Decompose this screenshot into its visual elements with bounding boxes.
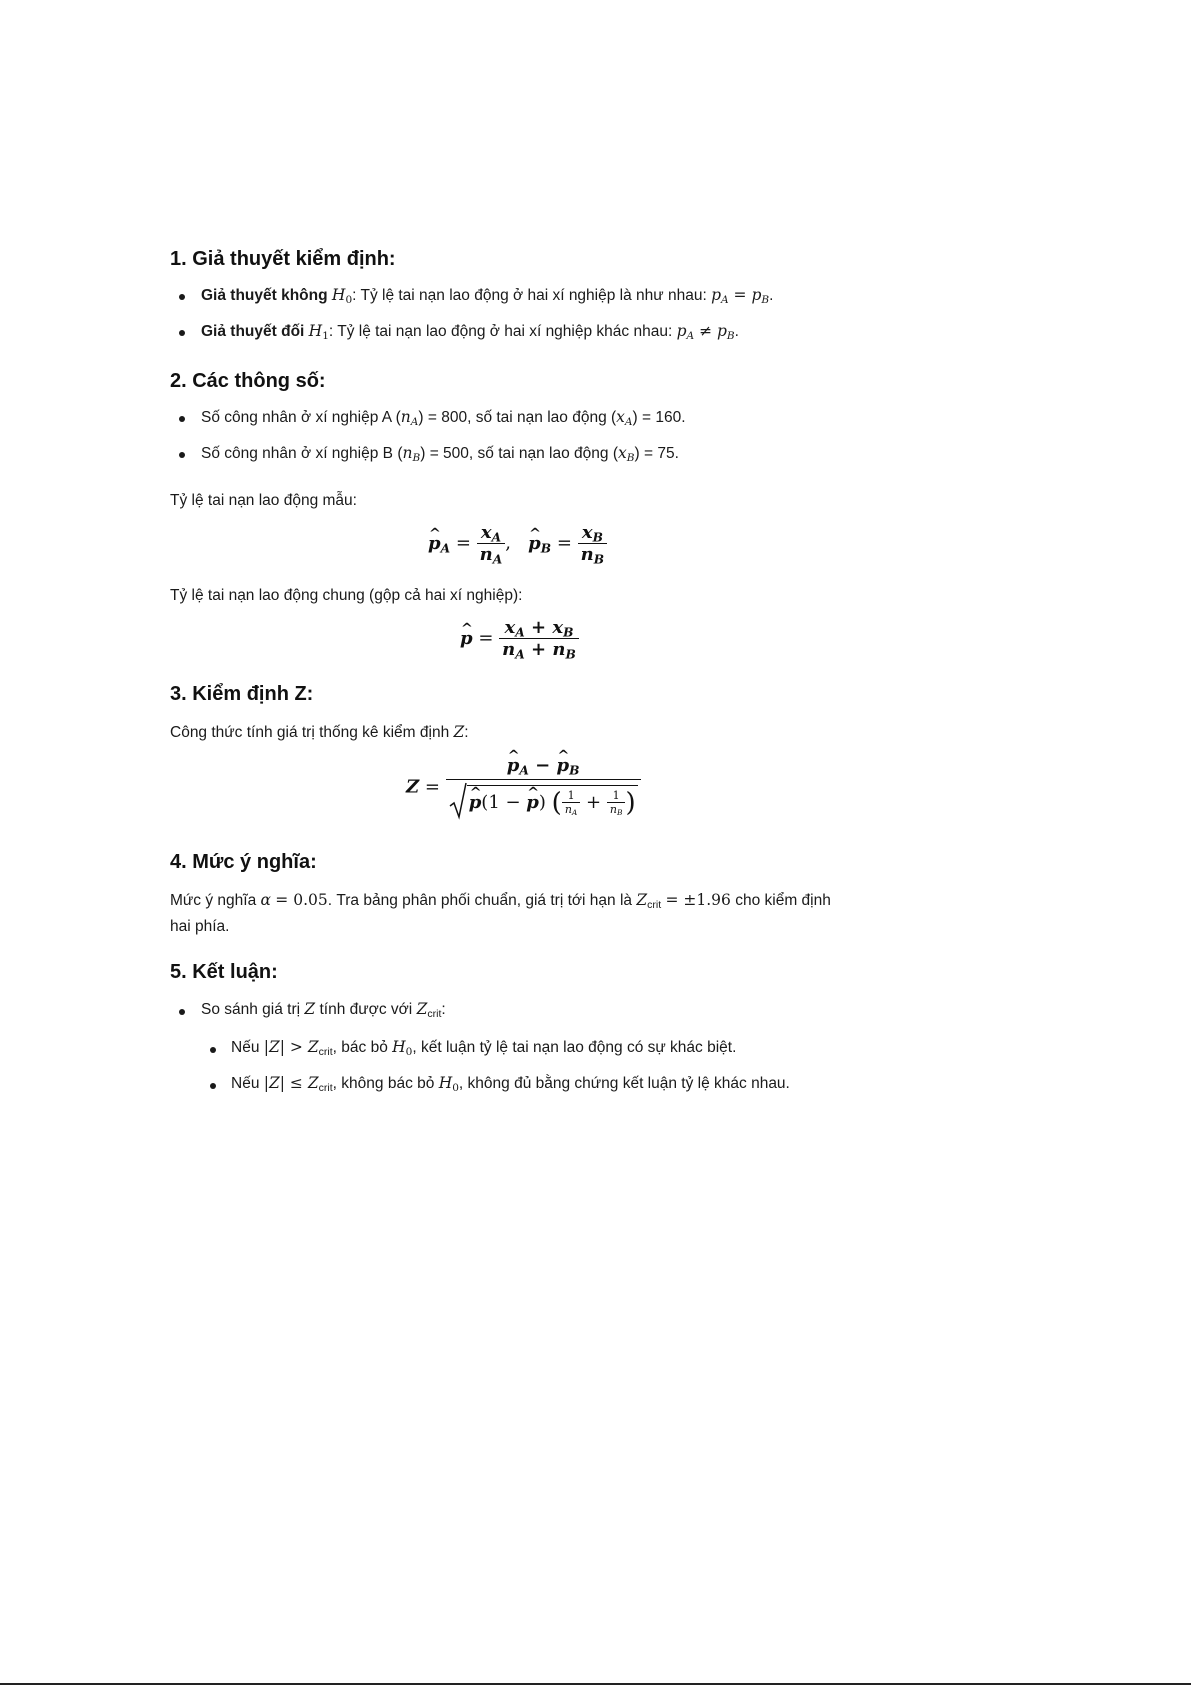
bullet	[210, 1083, 216, 1089]
pooled-rate-text: Tỷ lệ tai nạn lao động chung (gộp cả hai xí nghiệp):	[170, 587, 523, 604]
param-b-post: = 75.	[644, 445, 679, 462]
param-b-pre: Số công nhân ở xí nghiệp B	[201, 445, 393, 462]
param-a-item	[201, 408, 686, 427]
h1-symbol: $H_1$	[308, 322, 329, 343]
param-b-item	[201, 444, 679, 463]
sample-rate-formula: ^ $p_A$ = $\frac{x_A}{n_A}$ , ^ $p_B$ = $\frac{x_B}{n_B}$	[428, 522, 607, 565]
critical-text: . Tra bảng phân phối chuẩn, giá trị tới hạn là	[327, 892, 633, 909]
xb-symbol: $(x_B)$	[612, 444, 640, 465]
section-1-heading: 1. Giả thuyết kiểm định:	[170, 248, 396, 270]
sample-rate-text: Tỷ lệ tai nạn lao động mẫu:	[170, 492, 357, 509]
bullet	[210, 1047, 216, 1053]
h0-text: : Tỷ lệ tai nạn lao động ở hai xí nghiệp là như nhau:	[352, 287, 707, 304]
z-formula-text: Công thức tính giá trị thống kê kiểm định Z:	[170, 723, 469, 741]
bullet	[179, 1009, 185, 1015]
compare-b: tính được với	[319, 1001, 413, 1018]
z-formula: Z = ^ $p_A$ − ^ $p_B$ ^ p(1 − ^ p) ( $\frac{1}{n_A}$ + $\frac{1}{n_B}$ )	[406, 755, 641, 820]
param-b-mid: = 500, số tai nạn lao động	[429, 445, 609, 462]
significance-line-2: hai phía.	[170, 918, 230, 935]
reject-case-item: Nếu $|Z| > Z_{crit}$, bác bỏ $H_0$, kết luận tỷ lệ tai nạn lao động có sự khác biệt.	[231, 1038, 737, 1059]
two-sided-text: cho kiểm định	[735, 892, 831, 909]
bullet	[179, 330, 185, 336]
na-symbol: $(n_A)$	[395, 408, 424, 429]
significance-line-1: Mức ý nghĩa α = 0.05. Tra bảng phân phối chuẩn, giá trị tới hạn là $Z_{crit} = \pm 1.96$ cho kiểm định	[170, 891, 831, 912]
pooled-rate-formula: ^ p = $\frac{x_A + x_B}{n_A + n_B}$	[460, 617, 579, 660]
case2-c: , không đủ bằng chứng kết luận tỷ lệ khác nhau.	[458, 1075, 790, 1092]
sqrt-icon	[449, 782, 467, 820]
case1-a: Nếu	[231, 1039, 260, 1056]
case1-c: , kết luận tỷ lệ tai nạn lao động có sự khác biệt.	[412, 1039, 737, 1056]
h0-equation: $p_A = p_B$	[711, 286, 770, 307]
alpha-label: Mức ý nghĩa	[170, 892, 257, 909]
bullet	[179, 294, 185, 300]
h1-text: : Tỷ lệ tai nạn lao động ở hai xí nghiệp khác nhau:	[328, 323, 673, 340]
case1-b: , bác bỏ	[332, 1039, 388, 1056]
bullet	[179, 452, 185, 458]
h0-symbol: $H_0$	[331, 286, 353, 307]
h1-item: Giả thuyết đối $H_1$: Tỷ lệ tai nạn lao động ở hai xí nghiệp khác nhau: $p_A \ne p_B$.	[201, 322, 739, 343]
param-a-mid: = 800, số tai nạn lao động	[427, 409, 607, 426]
nb-symbol: $(n_B)$	[397, 444, 426, 465]
h0-label: Giả thuyết không	[201, 287, 328, 304]
section-4-heading: 4. Mức ý nghĩa:	[170, 851, 317, 873]
section-2-heading: 2. Các thông số:	[170, 370, 326, 392]
compare-item: So sánh giá trị Z tính được với $Z_{crit}$:	[201, 1000, 446, 1021]
param-a-pre: Số công nhân ở xí nghiệp A	[201, 409, 392, 426]
h1-label: Giả thuyết đối	[201, 323, 305, 340]
h1-equation: $p_A \ne p_B$	[676, 322, 735, 343]
case2-b: , không bác bỏ	[332, 1075, 435, 1092]
section-5-heading: 5. Kết luận:	[170, 961, 278, 983]
param-a-post: = 160.	[642, 409, 686, 426]
case2-a: Nếu	[231, 1075, 260, 1092]
section-3-heading: 3. Kiểm định Z:	[170, 683, 314, 705]
compare-a: So sánh giá trị	[201, 1001, 301, 1018]
z-formula-label: Công thức tính giá trị thống kê kiểm định	[170, 724, 450, 741]
xa-symbol: $(x_A)$	[611, 408, 638, 429]
h0-item: Giả thuyết không $H_0$: Tỷ lệ tai nạn lao động ở hai xí nghiệp là như nhau: $p_A = p_B$.	[201, 286, 774, 307]
bullet	[179, 416, 185, 422]
fail-reject-case-item: Nếu $|Z| \le Z_{crit}$, không bác bỏ $H_0$, không đủ bằng chứng kết luận tỷ lệ khác nhau.	[231, 1074, 790, 1095]
